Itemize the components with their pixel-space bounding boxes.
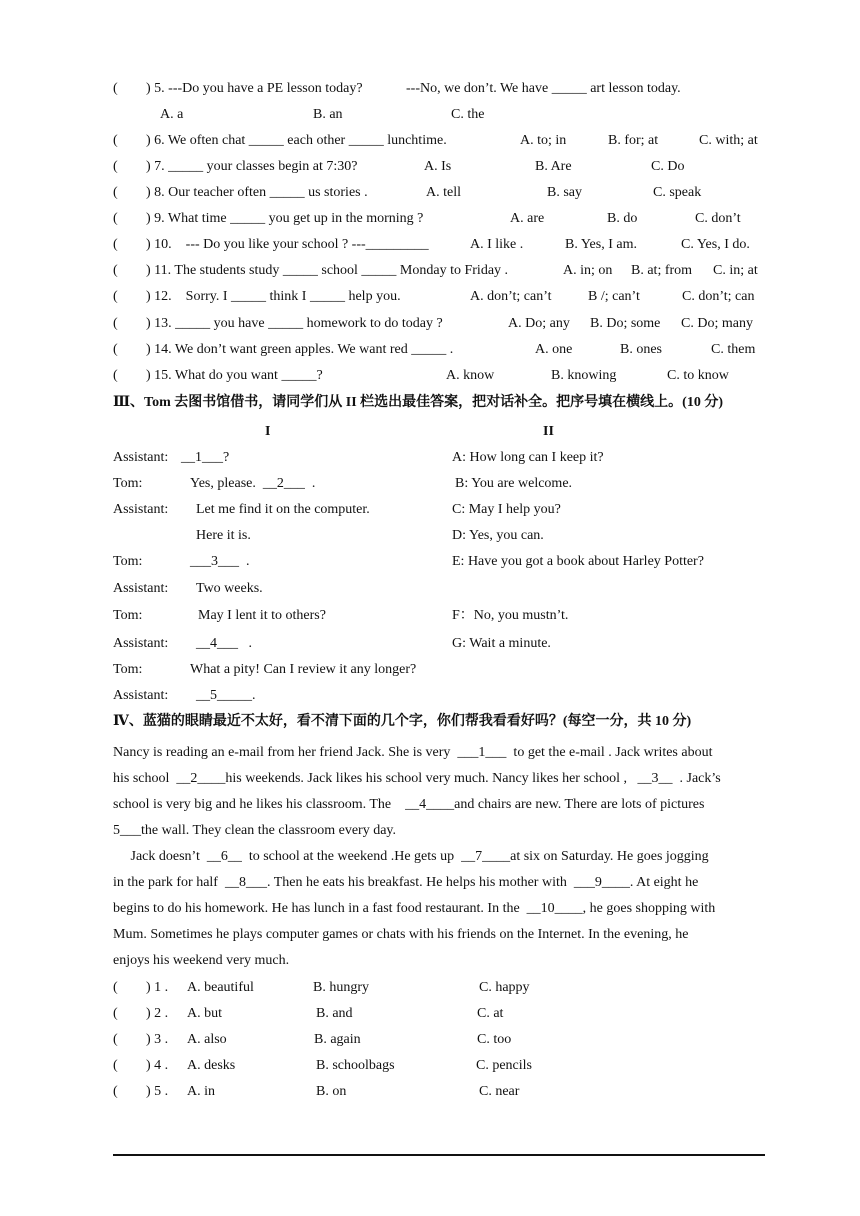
passage-line: Nancy is reading an e-mail from her friend Jack. She is very ___1___ to get the e-mail . Jack writes about — [113, 745, 713, 760]
mc-5-option-b: B. an — [313, 107, 343, 122]
dialog-speaker: Assistant: — [113, 502, 169, 517]
choice-5-option-c: C. near — [479, 1084, 520, 1099]
dialog-speaker: Tom: — [113, 608, 143, 623]
dialog-option: B: You are welcome. — [455, 476, 573, 491]
mc-13-paren: ( — [113, 316, 118, 331]
choice-4-option-c: C. pencils — [476, 1058, 532, 1073]
dialog-line: __4___ . — [196, 636, 252, 651]
mc-11-question: ) 11. The students study _____ school _____ Monday to Friday . — [146, 263, 509, 278]
choice-3-option-b: B. again — [314, 1032, 361, 1047]
mc-13-option-b: B. Do; some — [590, 316, 661, 331]
mc-7-question: ) 7. _____ your classes begin at 7:30? — [146, 159, 358, 174]
mc-14-option-c: C. them — [711, 342, 756, 357]
passage-line: Mum. Sometimes he plays computer games or chats with his friends on the Internet. In the evening, he — [113, 927, 689, 942]
mc-6-paren: ( — [113, 133, 118, 148]
mc-10-option-c: C. Yes, I do. — [681, 237, 750, 252]
mc-15-paren: ( — [113, 368, 118, 383]
dialog-speaker: Tom: — [113, 662, 143, 677]
mc-10-option-a: A. I like . — [470, 237, 524, 252]
mc-6-option-b: B. for; at — [608, 133, 659, 148]
mc-6-option-a: A. to; in — [520, 133, 567, 148]
choice-2-number: ) 2 . — [146, 1006, 169, 1021]
choice-1-option-c: C. happy — [479, 980, 530, 995]
footer-rule — [113, 1154, 765, 1156]
choice-2-option-c: C. at — [477, 1006, 504, 1021]
mc-9-option-b: B. do — [607, 211, 638, 226]
choice-4-option-b: B. schoolbags — [316, 1058, 395, 1073]
mc-5-reply: ---No, we don’t. We have _____ art lesson today. — [406, 81, 681, 96]
mc-13-option-c: C. Do; many — [681, 316, 753, 331]
mc-6-option-c: C. with; at — [699, 133, 758, 148]
mc-12-option-b: B /; can’t — [588, 289, 640, 304]
dialog-line: What a pity! Can I review it any longer? — [190, 662, 417, 677]
mc-9-paren: ( — [113, 211, 118, 226]
mc-10-option-b: B. Yes, I am. — [565, 237, 637, 252]
dialog-line: ___3___ . — [190, 554, 250, 569]
choice-3-option-c: C. too — [477, 1032, 512, 1047]
passage-line: school is very big and he likes his classroom. The __4____and chairs are new. There are lots of pictures — [113, 797, 705, 812]
mc-5-paren: ( — [113, 81, 118, 96]
choice-1-option-b: B. hungry — [313, 980, 369, 995]
column-2-label: II — [543, 424, 554, 439]
dialog-speaker: Tom: — [113, 476, 143, 491]
dialog-speaker: Tom: — [113, 554, 143, 569]
dialog-line: Let me find it on the computer. — [196, 502, 370, 517]
choice-5-paren: ( — [113, 1084, 118, 1099]
mc-7-option-a: A. Is — [424, 159, 452, 174]
choice-5-option-b: B. on — [316, 1084, 347, 1099]
dialog-speaker: Assistant: — [113, 688, 169, 703]
dialog-option: C: May I help you? — [452, 502, 561, 517]
mc-7-option-b: B. Are — [535, 159, 572, 174]
choice-2-paren: ( — [113, 1006, 118, 1021]
mc-11-paren: ( — [113, 263, 118, 278]
mc-15-option-b: B. knowing — [551, 368, 617, 383]
section-3-heading: Ⅲ、Tom 去图书馆借书，请同学们从 II 栏选出最佳答案，把对话补全。把序号填在横线上。(10 分) — [113, 395, 723, 410]
dialog-option: E: Have you got a book about Harley Potter? — [452, 554, 704, 569]
choice-3-paren: ( — [113, 1032, 118, 1047]
mc-8-paren: ( — [113, 185, 118, 200]
column-1-label: I — [265, 424, 271, 439]
dialog-option: A: How long can I keep it? — [452, 450, 604, 465]
dialog-line: Here it is. — [196, 528, 251, 543]
mc-9-question: ) 9. What time _____ you get up in the morning ? — [146, 211, 424, 226]
dialog-option: D: Yes, you can. — [452, 528, 544, 543]
mc-14-option-a: A. one — [535, 342, 573, 357]
mc-15-option-c: C. to know — [667, 368, 729, 383]
choice-2-option-b: B. and — [316, 1006, 353, 1021]
dialog-speaker: Assistant: — [113, 581, 169, 596]
mc-11-option-b: B. at; from — [631, 263, 693, 278]
passage-line: 5___the wall. They clean the classroom every day. — [113, 823, 397, 838]
passage-line: in the park for half __8___. Then he eats his breakfast. He helps his mother with ___9____. At eight he — [113, 875, 699, 890]
mc-5-question: ) 5. ---Do you have a PE lesson today? — [146, 81, 363, 96]
mc-5-option-a: A. a — [160, 107, 184, 122]
dialog-line: May I lent it to others? — [198, 608, 326, 623]
section-4-heading: Ⅳ、蓝猫的眼睛最近不太好，看不清下面的几个字，你们帮我看看好吗？(每空一分，共 10 分) — [113, 714, 692, 729]
mc-7-option-c: C. Do — [651, 159, 685, 174]
mc-8-question: ) 8. Our teacher often _____ us stories . — [146, 185, 368, 200]
passage-line: enjoys his weekend very much. — [113, 953, 290, 968]
choice-5-number: ) 5 . — [146, 1084, 169, 1099]
dialog-speaker: Assistant: — [113, 450, 169, 465]
mc-14-option-b: B. ones — [620, 342, 662, 357]
dialog-speaker: Assistant: — [113, 636, 169, 651]
choice-1-number: ) 1 . — [146, 980, 169, 995]
choice-3-option-a: A. also — [187, 1032, 227, 1047]
passage-line: his school __2____his weekends. Jack likes his school very much. Nancy likes her school , __3__ . Jack’s — [113, 771, 721, 786]
passage-line: begins to do his homework. He has lunch in a fast food restaurant. In the __10____, he goes shopping with — [113, 901, 716, 916]
mc-12-option-a: A. don’t; can’t — [470, 289, 552, 304]
mc-12-paren: ( — [113, 289, 118, 304]
mc-12-question: ) 12. Sorry. I _____ think I _____ help you. — [146, 289, 401, 304]
mc-9-option-c: C. don’t — [695, 211, 741, 226]
dialog-line: __1___? — [181, 450, 230, 465]
mc-14-question: ) 14. We don’t want green apples. We want red _____ . — [146, 342, 454, 357]
mc-5-option-c: C. the — [451, 107, 485, 122]
mc-13-question: ) 13. _____ you have _____ homework to do today ? — [146, 316, 443, 331]
mc-9-option-a: A. are — [510, 211, 545, 226]
mc-15-option-a: A. know — [446, 368, 495, 383]
dialog-line: Two weeks. — [196, 581, 263, 596]
mc-7-paren: ( — [113, 159, 118, 174]
choice-4-number: ) 4 . — [146, 1058, 169, 1073]
mc-15-question: ) 15. What do you want _____? — [146, 368, 323, 383]
choice-5-option-a: A. in — [187, 1084, 215, 1099]
mc-13-option-a: A. Do; any — [508, 316, 570, 331]
choice-4-option-a: A. desks — [187, 1058, 236, 1073]
choice-2-option-a: A. but — [187, 1006, 222, 1021]
mc-6-question: ) 6. We often chat _____ each other _____ lunchtime. — [146, 133, 447, 148]
choice-4-paren: ( — [113, 1058, 118, 1073]
mc-8-option-b: B. say — [547, 185, 582, 200]
mc-11-option-c: C. in; at — [713, 263, 758, 278]
mc-10-paren: ( — [113, 237, 118, 252]
mc-11-option-a: A. in; on — [563, 263, 613, 278]
dialog-option: F：No, you mustn’t. — [452, 608, 569, 623]
passage-line: Jack doesn’t __6__ to school at the weekend .He gets up __7____at six on Saturday. He goes jogging — [113, 849, 709, 864]
mc-10-question: ) 10. --- Do you like your school ? ---_________ — [146, 237, 429, 252]
dialog-line: __5_____. — [196, 688, 256, 703]
mc-8-option-c: C. speak — [653, 185, 702, 200]
choice-1-paren: ( — [113, 980, 118, 995]
choice-3-number: ) 3 . — [146, 1032, 169, 1047]
mc-8-option-a: A. tell — [426, 185, 461, 200]
choice-1-option-a: A. beautiful — [187, 980, 254, 995]
dialog-line: Yes, please. __2___ . — [190, 476, 316, 491]
mc-12-option-c: C. don’t; can — [682, 289, 755, 304]
mc-14-paren: ( — [113, 342, 118, 357]
dialog-option: G: Wait a minute. — [452, 636, 551, 651]
